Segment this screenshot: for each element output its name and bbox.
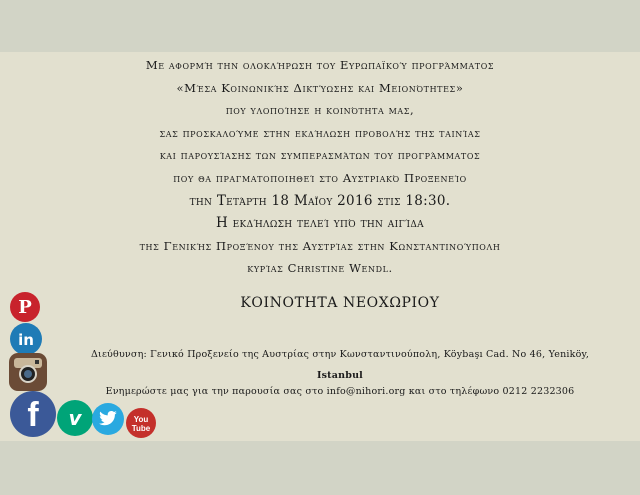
vine-icon[interactable] bbox=[57, 400, 93, 436]
svg-text:v: v bbox=[68, 407, 82, 429]
pinterest-icon[interactable] bbox=[10, 292, 40, 322]
invitation-line: Η εκδήλωση τελεί υπό την αιγίδα bbox=[216, 215, 424, 232]
facebook-icon[interactable] bbox=[10, 391, 56, 437]
invitation-line: που θα πραγματοποιηθεί στο Αυστριακό Προξενείο bbox=[173, 170, 467, 185]
svg-text:You: You bbox=[133, 415, 149, 424]
svg-text:in: in bbox=[18, 331, 34, 348]
linkedin-icon[interactable] bbox=[10, 323, 42, 355]
youtube-icon[interactable] bbox=[126, 408, 156, 438]
social-icons bbox=[0, 0, 160, 495]
invitation-line: κυρίας Christine Wendl. bbox=[247, 261, 393, 276]
invitation-line: σας προσκαλούμε στην εκδήλωση προβολής της ταινίας bbox=[159, 125, 481, 140]
twitter-icon[interactable] bbox=[92, 403, 124, 435]
organizer-name: ΚΟΙΝΟΤΗΤΑ ΝΕΟΧΩΡΙΟΥ bbox=[240, 295, 440, 311]
invitation-line: και παρουσίασης των συμπερασμάτων του προγράμματος bbox=[159, 148, 481, 163]
address-text: Διεύθυνση: Γενικό Προξενείο της Αυστρίας στην Κωνσταντινούπολη, Köybaşı Cad. No 46, Yeniköy, bbox=[90, 349, 590, 360]
invitation-line-date: την Τετάρτη 18 Μαΐου 2016 στις 18:30. bbox=[189, 192, 451, 209]
instagram-icon[interactable] bbox=[9, 353, 47, 391]
address-city: Istanbul bbox=[316, 370, 363, 381]
svg-text:Tube: Tube bbox=[131, 424, 151, 433]
invitation-line: Με αφορμή την ολοκλήρωση του Ευρωπαϊκού προγράμματος bbox=[145, 58, 495, 72]
svg-text:P: P bbox=[18, 297, 32, 317]
invitation-line: «Μέσα Κοινωνικής Δικτύωσης και Μειονότητες» bbox=[176, 80, 464, 95]
invitation-line: της Γενικής Προξένου της Αυστρίας στην Κωνσταντινούπολη bbox=[139, 238, 501, 253]
contact-text: Ενημερώστε μας για την παρουσία σας στο info@nihori.org και στο τηλέφωνο 0212 2232306 bbox=[105, 386, 575, 397]
svg-text:f: f bbox=[27, 397, 39, 431]
invitation-line: που υλοποίησε η κοινότητα μας, bbox=[225, 103, 415, 118]
